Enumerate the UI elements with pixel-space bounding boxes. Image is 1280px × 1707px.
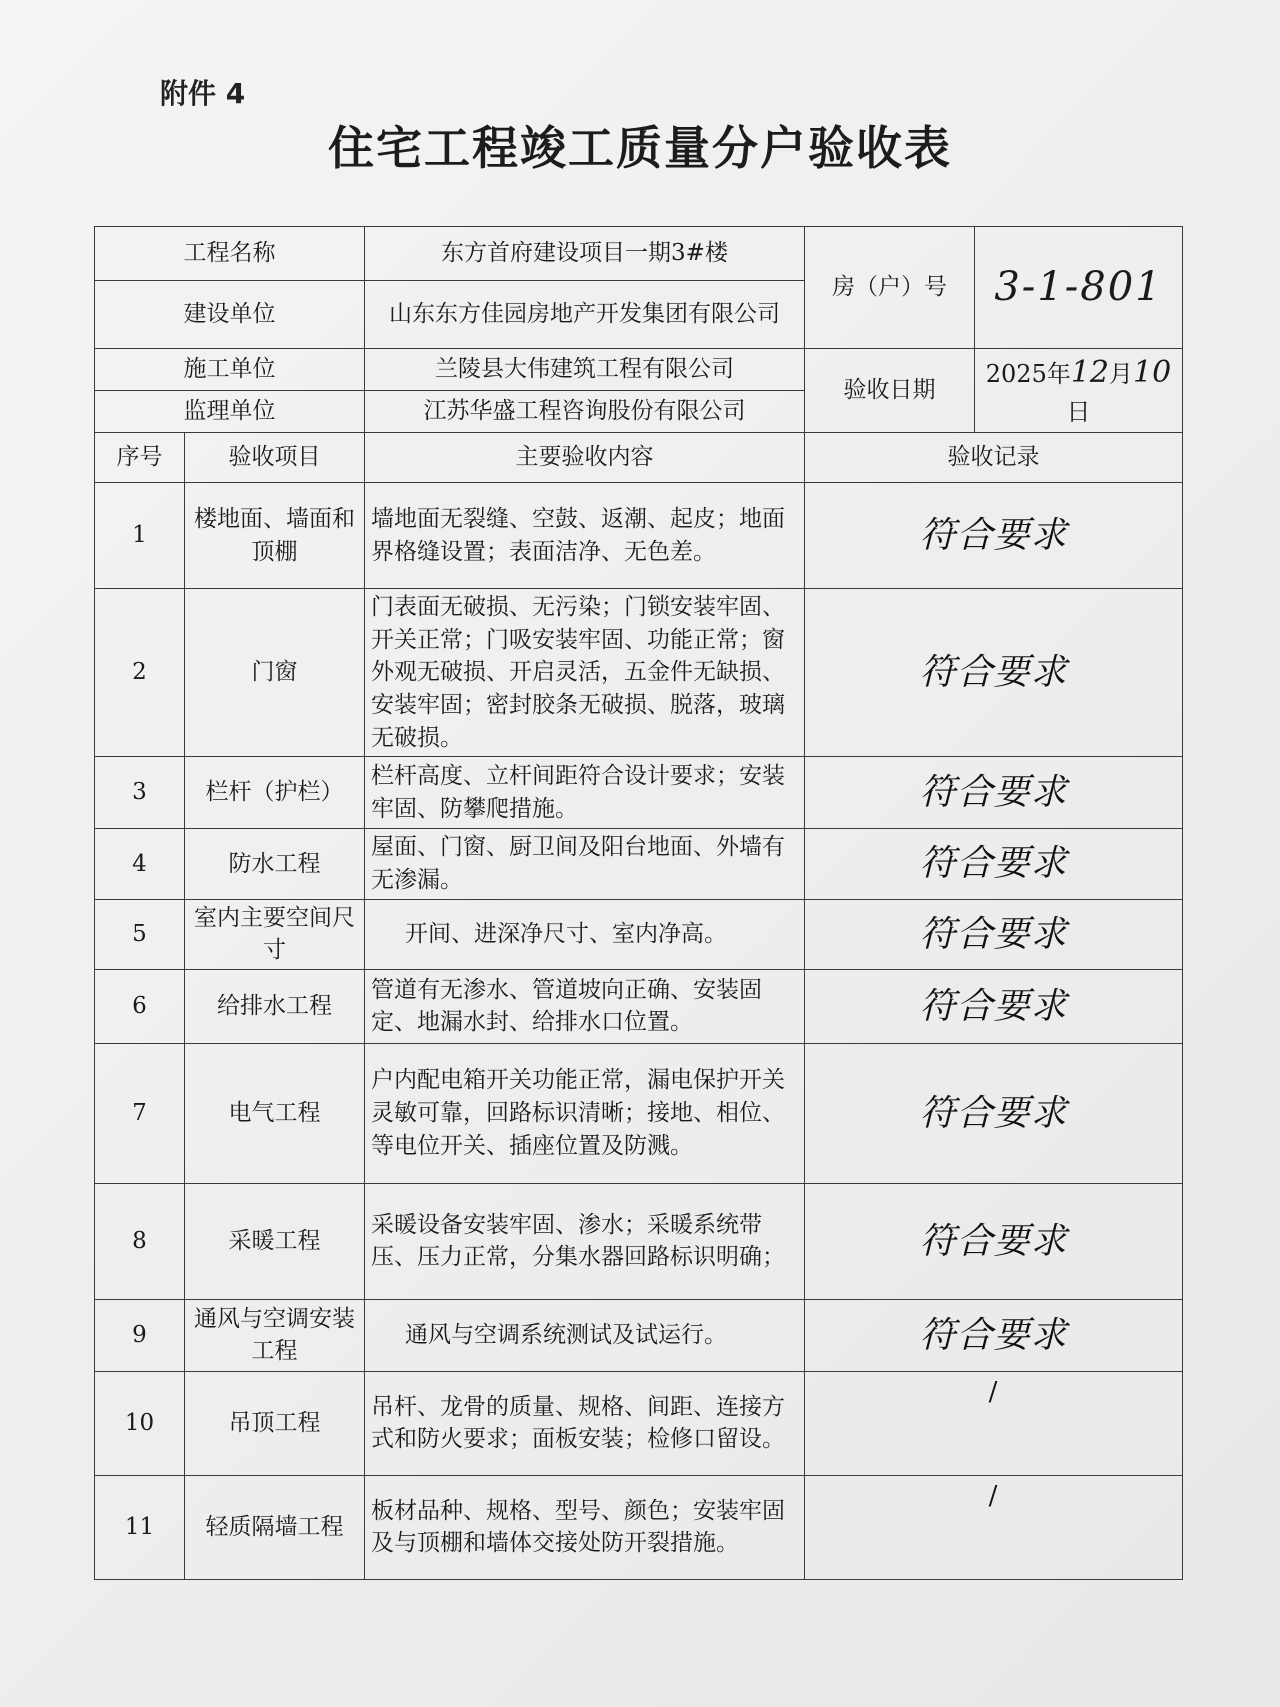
acceptance-date (975, 349, 1183, 433)
row-item: 轻质隔墙工程 (185, 1475, 365, 1579)
date-label: 验收日期 (805, 349, 975, 433)
table-row (95, 589, 1183, 757)
row-content: 门表面无破损、无污染；门锁安装牢固、开关正常；门吸安装牢固、功能正常；窗外观无破损、开启灵活，五金件无缺损、 安装牢固；密封胶条无破损、脱落，玻璃无破损。 (365, 589, 805, 757)
project-name-label: 工程名称 (95, 227, 365, 281)
row-record: 符合要求 (805, 1183, 1183, 1299)
supervisor-value: 江苏华盛工程咨询股份有限公司 (365, 391, 805, 433)
row-content: 屋面、门窗、厨卫间及阳台地面、外墙有无渗漏。 (365, 829, 805, 899)
date-year: 2025年 (985, 360, 1071, 389)
row-item: 给排水工程 (185, 969, 365, 1043)
col-header-record: 验收记录 (805, 433, 1183, 483)
form-title: 住宅工程竣工质量分户验收表 (328, 121, 952, 175)
row-item: 门窗 (185, 589, 365, 757)
col-header-item: 验收项目 (185, 433, 365, 483)
table-row (95, 969, 1183, 1043)
row-record: 符合要求 (805, 969, 1183, 1043)
date-month-unit: 月 (1109, 360, 1134, 389)
row-no: 11 (95, 1475, 185, 1579)
row-no: 4 (95, 829, 185, 899)
row-content: 吊杆、龙骨的质量、规格、间距、连接方式和防火要求；面板安装；检修口留设。 (365, 1371, 805, 1475)
row-item: 防水工程 (185, 829, 365, 899)
table-row (95, 1043, 1183, 1183)
builder-value: 山东东方佳园房地产开发集团有限公司 (365, 281, 805, 349)
table-row (95, 757, 1183, 829)
row-record: / (805, 1475, 1183, 1579)
contractor-label: 施工单位 (95, 349, 365, 391)
acceptance-table (94, 226, 1183, 1580)
row-content: 户内配电箱开关功能正常，漏电保护开关灵敏可靠，回路标识清晰；接地、相位、等电位开关、插座位置及防溅。 (365, 1043, 805, 1183)
table-row (95, 1183, 1183, 1299)
row-record: 符合要求 (805, 757, 1183, 829)
house-no-label: 房（户）号 (805, 227, 975, 349)
row-no: 9 (95, 1299, 185, 1371)
column-header-row (95, 433, 1183, 483)
date-day: 10 (1133, 355, 1172, 391)
row-no: 5 (95, 899, 185, 969)
date-month: 12 (1070, 355, 1110, 391)
house-no-value: 3-1-801 (975, 227, 1183, 349)
row-content: 墙地面无裂缝、空鼓、返潮、起皮；地面界格缝设置；表面洁净、无色差。 (365, 483, 805, 589)
contractor-value: 兰陵县大伟建筑工程有限公司 (365, 349, 805, 391)
row-item: 电气工程 (185, 1043, 365, 1183)
row-record: 符合要求 (805, 1043, 1183, 1183)
table-row (95, 1475, 1183, 1579)
attachment-label: 附件 4 (160, 77, 246, 110)
table-row (95, 829, 1183, 899)
row-content: 栏杆高度、立杆间距符合设计要求；安装牢固、防攀爬措施。 (365, 757, 805, 829)
row-record: 符合要求 (805, 589, 1183, 757)
row-record: / (805, 1371, 1183, 1475)
row-content: 采暖设备安装牢固、渗水；采暖系统带压、压力正常，分集水器回路标识明确； (365, 1183, 805, 1299)
row-no: 3 (95, 757, 185, 829)
row-record: 符合要求 (805, 829, 1183, 899)
supervisor-label: 监理单位 (95, 391, 365, 433)
row-content: 通风与空调系统测试及试运行。 (365, 1299, 805, 1371)
row-no: 8 (95, 1183, 185, 1299)
table-row (95, 899, 1183, 969)
row-item: 栏杆（护栏） (185, 757, 365, 829)
date-day-unit: 日 (1066, 397, 1091, 426)
row-no: 6 (95, 969, 185, 1043)
builder-label: 建设单位 (95, 281, 365, 349)
row-record: 符合要求 (805, 899, 1183, 969)
row-item: 楼地面、墙面和顶棚 (185, 483, 365, 589)
row-item: 通风与空调安装工程 (185, 1299, 365, 1371)
table-row (95, 483, 1183, 589)
row-item: 室内主要空间尺寸 (185, 899, 365, 969)
col-header-no: 序号 (95, 433, 185, 483)
row-no: 10 (95, 1371, 185, 1475)
row-item: 采暖工程 (185, 1183, 365, 1299)
row-record: 符合要求 (805, 1299, 1183, 1371)
table-row (95, 1299, 1183, 1371)
row-no: 2 (95, 589, 185, 757)
table-row (95, 1371, 1183, 1475)
row-no: 7 (95, 1043, 185, 1183)
row-content: 管道有无渗水、管道坡向正确、安装固定、地漏水封、给排水口位置。 (365, 969, 805, 1043)
row-no: 1 (95, 483, 185, 589)
col-header-content: 主要验收内容 (365, 433, 805, 483)
row-record: 符合要求 (805, 483, 1183, 589)
row-content: 开间、进深净尺寸、室内净高。 (365, 899, 805, 969)
project-name-value: 东方首府建设项目一期3#楼 (365, 227, 805, 281)
row-item: 吊顶工程 (185, 1371, 365, 1475)
row-content: 板材品种、规格、型号、颜色；安装牢固及与顶棚和墙体交接处防开裂措施。 (365, 1475, 805, 1579)
